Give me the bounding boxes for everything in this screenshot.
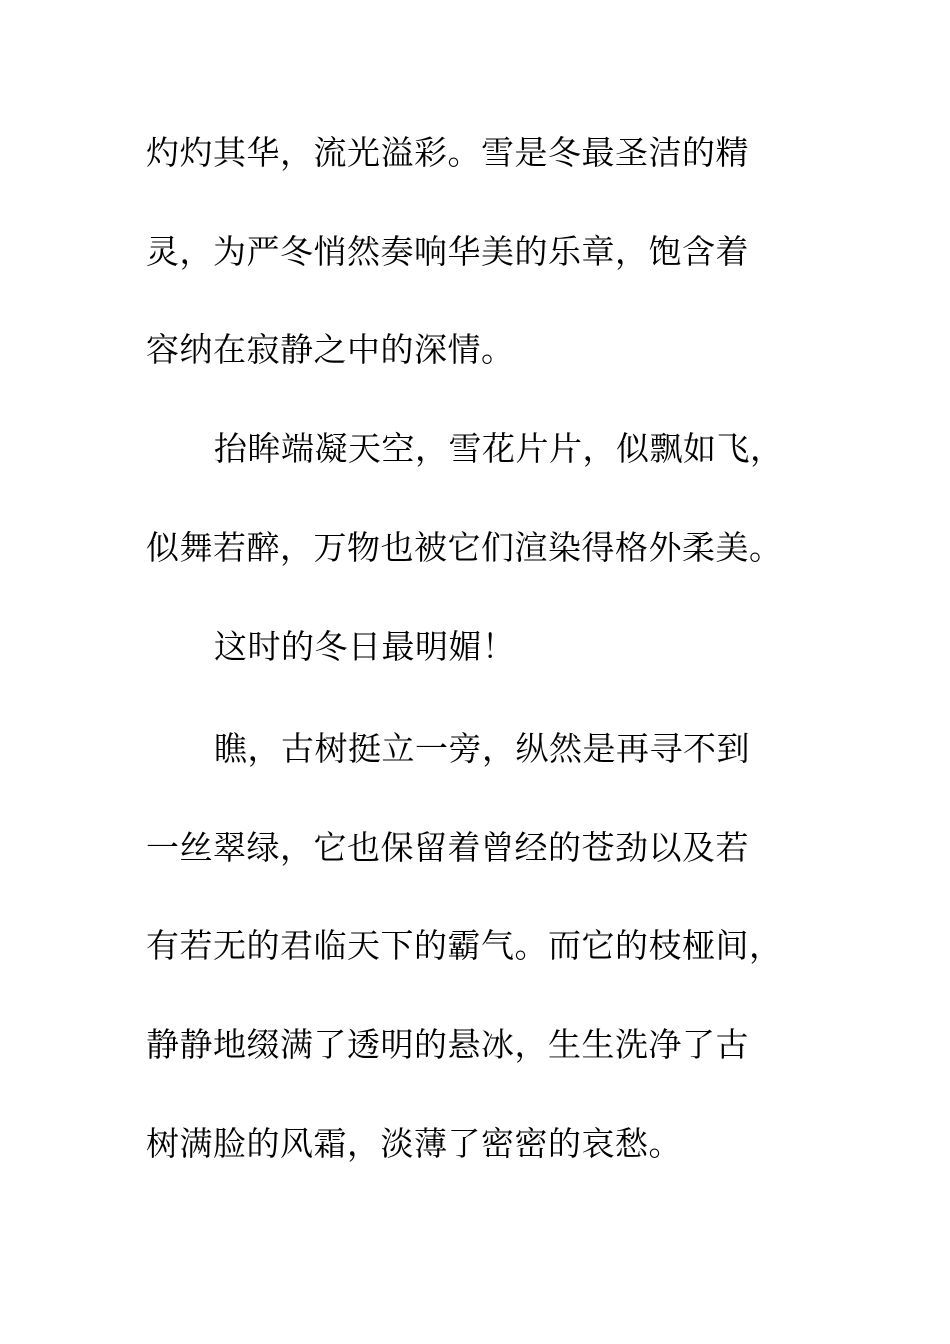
paragraph-line: 灵，为严冬悄然奏响华美的乐章，饱含着 xyxy=(146,232,749,271)
paragraph-line: 容纳在寂静之中的深情。 xyxy=(146,330,515,369)
paragraph-line: 树满脸的风霜，淡薄了密密的哀愁。 xyxy=(146,1124,682,1163)
paragraph-line: 静静地缀满了透明的悬冰，生生洗净了古 xyxy=(146,1025,749,1064)
paragraph-line: 似舞若醉，万物也被它们渲染得格外柔美。 xyxy=(146,528,783,567)
paragraph-line: 瞧，古树挺立一旁，纵然是再寻不到 xyxy=(214,729,750,768)
paragraph-line: 这时的冬日最明媚！ xyxy=(214,627,516,666)
paragraph-line: 有若无的君临天下的霸气。而它的枝桠间， xyxy=(146,926,783,965)
paragraph-line: 一丝翠绿，它也保留着曾经的苍劲以及若 xyxy=(146,828,749,867)
paragraph-line: 抬眸端凝天空，雪花片片，似飘如飞， xyxy=(214,429,784,468)
paragraph-line: 灼灼其华，流光溢彩。雪是冬最圣洁的精 xyxy=(146,133,749,172)
